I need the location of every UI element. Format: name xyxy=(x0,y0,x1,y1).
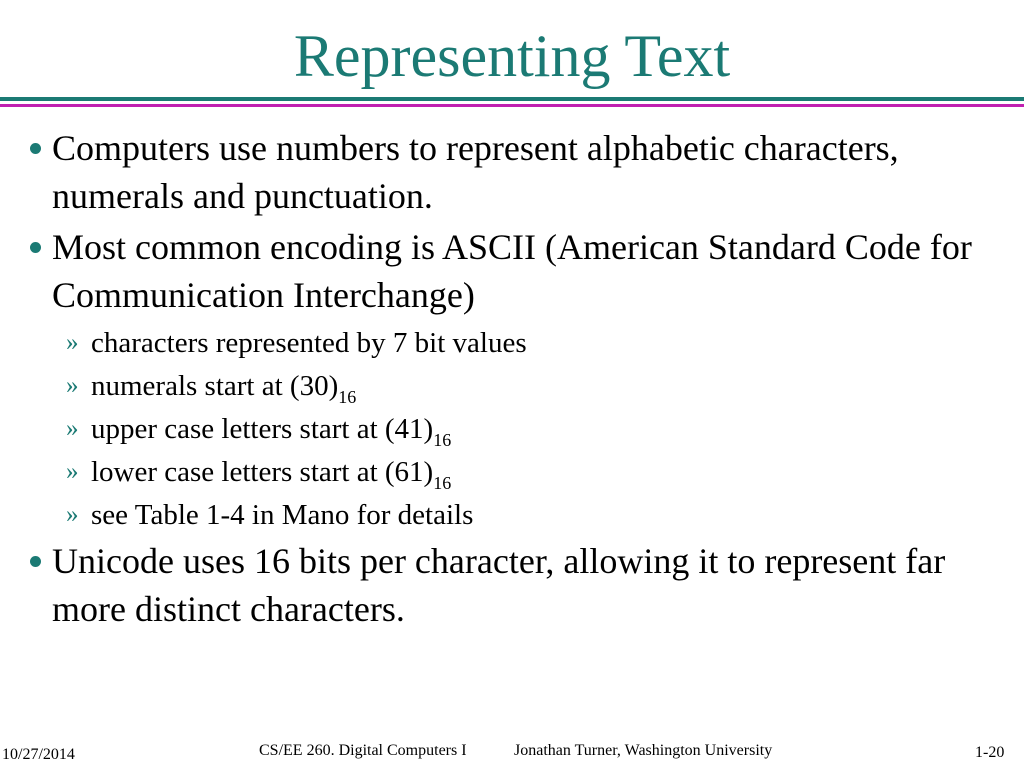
subscript-base: 16 xyxy=(433,430,452,450)
bullet-dot-icon xyxy=(30,143,41,154)
sub-bullet-item xyxy=(0,494,1024,536)
bullet-item xyxy=(0,223,1024,319)
double-chevron-icon: » xyxy=(66,501,79,528)
footer-page-number: 1-20 xyxy=(975,744,1005,761)
slide-body xyxy=(0,124,1024,636)
sub-bullet-text: characters represented by 7 bit values xyxy=(91,327,527,359)
sub-bullet-text: see Table 1-4 in Mano for details xyxy=(91,499,474,531)
sub-bullet-item xyxy=(0,322,1024,364)
sub-bullet-text: lower case letters start at (61) xyxy=(91,456,434,488)
bullet-text: Unicode uses 16 bits per character, allowing it to represent far more distinct characters. xyxy=(52,541,946,629)
bullet-item xyxy=(0,124,1024,220)
slide-title: Representing Text xyxy=(293,23,731,89)
subscript-base: 16 xyxy=(338,387,357,407)
bullet-text: Most common encoding is ASCII (American Standard Code for Communication Interchange) xyxy=(52,227,972,315)
double-chevron-icon: » xyxy=(66,415,79,442)
bullet-dot-icon xyxy=(30,242,41,253)
double-chevron-icon: » xyxy=(66,329,79,356)
footer-course: CS/EE 260. Digital Computers I xyxy=(259,742,467,759)
bullet-item xyxy=(0,537,1024,633)
sub-bullet-item xyxy=(0,451,1024,493)
footer-author: Jonathan Turner, Washington University xyxy=(514,742,773,759)
bullet-dot-icon xyxy=(30,556,41,567)
bullet-text: Computers use numbers to represent alphabetic characters, numerals and punctuation. xyxy=(52,128,899,216)
double-chevron-icon: » xyxy=(66,372,79,399)
sub-bullet-text: upper case letters start at (41) xyxy=(91,413,434,445)
footer-date: 10/27/2014 xyxy=(2,746,75,763)
sub-bullet-item xyxy=(0,408,1024,450)
title-divider-magenta xyxy=(0,104,1024,107)
double-chevron-icon: » xyxy=(66,458,79,485)
sub-bullet-text: numerals start at (30) xyxy=(91,370,339,402)
title-divider-teal xyxy=(0,97,1024,101)
subscript-base: 16 xyxy=(433,473,452,493)
sub-bullet-item xyxy=(0,365,1024,407)
